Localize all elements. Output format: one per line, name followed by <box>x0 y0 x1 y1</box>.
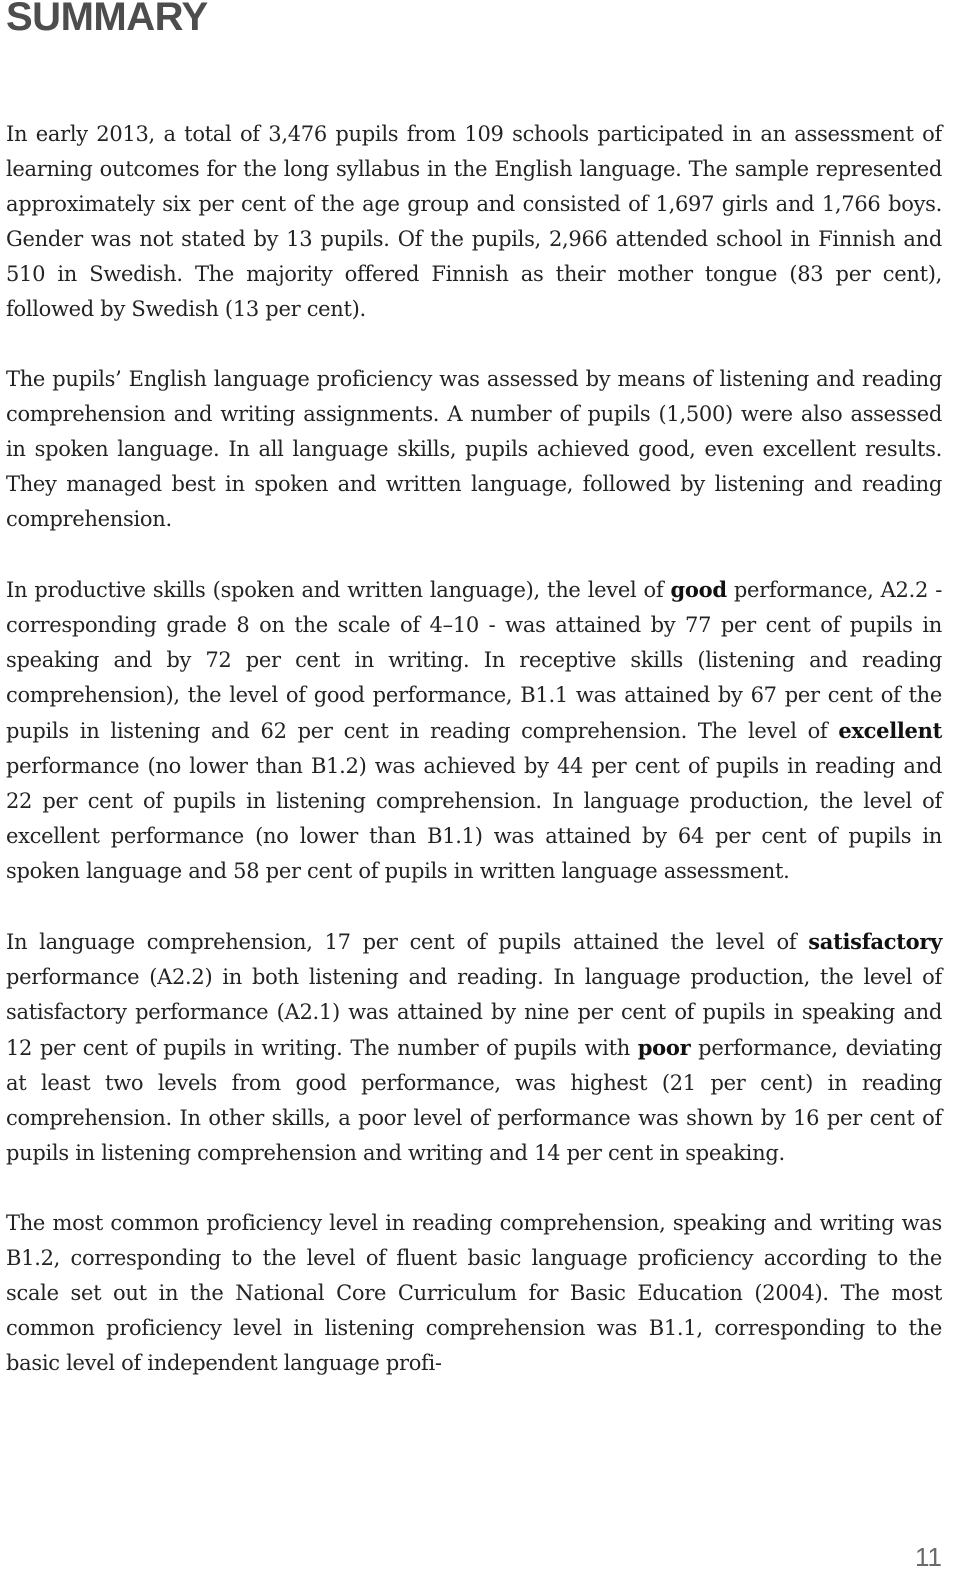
paragraph-common-proficiency-level: The most common proficiency level in reading comprehension, speaking and writing was B1.2, corresponding to the level of fluent basic language proficiency according to the scale set out in the National Core Curriculum for Basic Education (2004). The most common proficiency level in listening comprehension was B1.1, corresponding to the basic level of independent language profi- <box>6 1211 942 1375</box>
paragraph-satisfactory-poor-results: In language comprehension, 17 per cent of pupils attained the level of satisfactory performance (A2.2) in both listening and reading. In language production, the level of satisfactory performance (A2.1) was attained by nine per cent of pupils in speaking and 12 per cent of pupils in writing. The number of pupils with poor performance, deviating at least two levels from good performance, was highest (21 per cent) in reading comprehension. In other skills, a poor level of performance was shown by 16 per cent of pupils in listening comprehension and writing and 14 per cent in speaking. <box>6 929 943 1165</box>
paragraph-assessment-method: The pupils’ English language proficiency was assessed by means of listening and reading comprehension and writing assignments. A number of pupils (1,500) were also assessed in spoken language. In all language skills, pupils achieved good, even excellent results. They managed best in spoken and written language, followed by listening and reading comprehension. <box>6 367 942 531</box>
term-satisfactory: satisfactory <box>808 929 942 954</box>
page-title: SUMMARY <box>6 0 208 39</box>
paragraph-participants: In early 2013, a total of 3,476 pupils from 109 schools participated in an assessment of learning outcomes for the long syllabus in the English language. The sample represented approximately six per cent of the age group and consisted of 1,697 girls and 1,766 boys. Gender was not stated by 13 pupils. Of the pupils, 2,966 attended school in Finnish and 510 in Swedish. The majority offered Finnish as their mother tongue (83 per cent), followed by Swedish (13 per cent). <box>6 122 942 321</box>
summary-body <box>6 117 942 1381</box>
term-good: good <box>670 577 727 602</box>
term-poor: poor <box>637 1035 691 1060</box>
term-excellent: excellent <box>838 718 942 743</box>
page-number: 11 <box>915 1542 942 1572</box>
paragraph-good-excellent-results: In productive skills (spoken and written language), the level of good performance, A2.2 - corresponding grade 8 on the scale of 4–10 - was attained by 77 per cent of pupils in speaking and by 72 per cent in writing. In receptive skills (listening and reading comprehension), the level of good performance, B1.1 was attained by 67 per cent of the pupils in listening and 62 per cent in reading comprehension. The level of excellent performance (no lower than B1.2) was achieved by 44 per cent of pupils in reading and 22 per cent of pupils in listening comprehension. In language production, the level of excellent performance (no lower than B1.1) was attained by 64 per cent of pupils in spoken language and 58 per cent of pupils in written language assessment. <box>6 577 943 883</box>
